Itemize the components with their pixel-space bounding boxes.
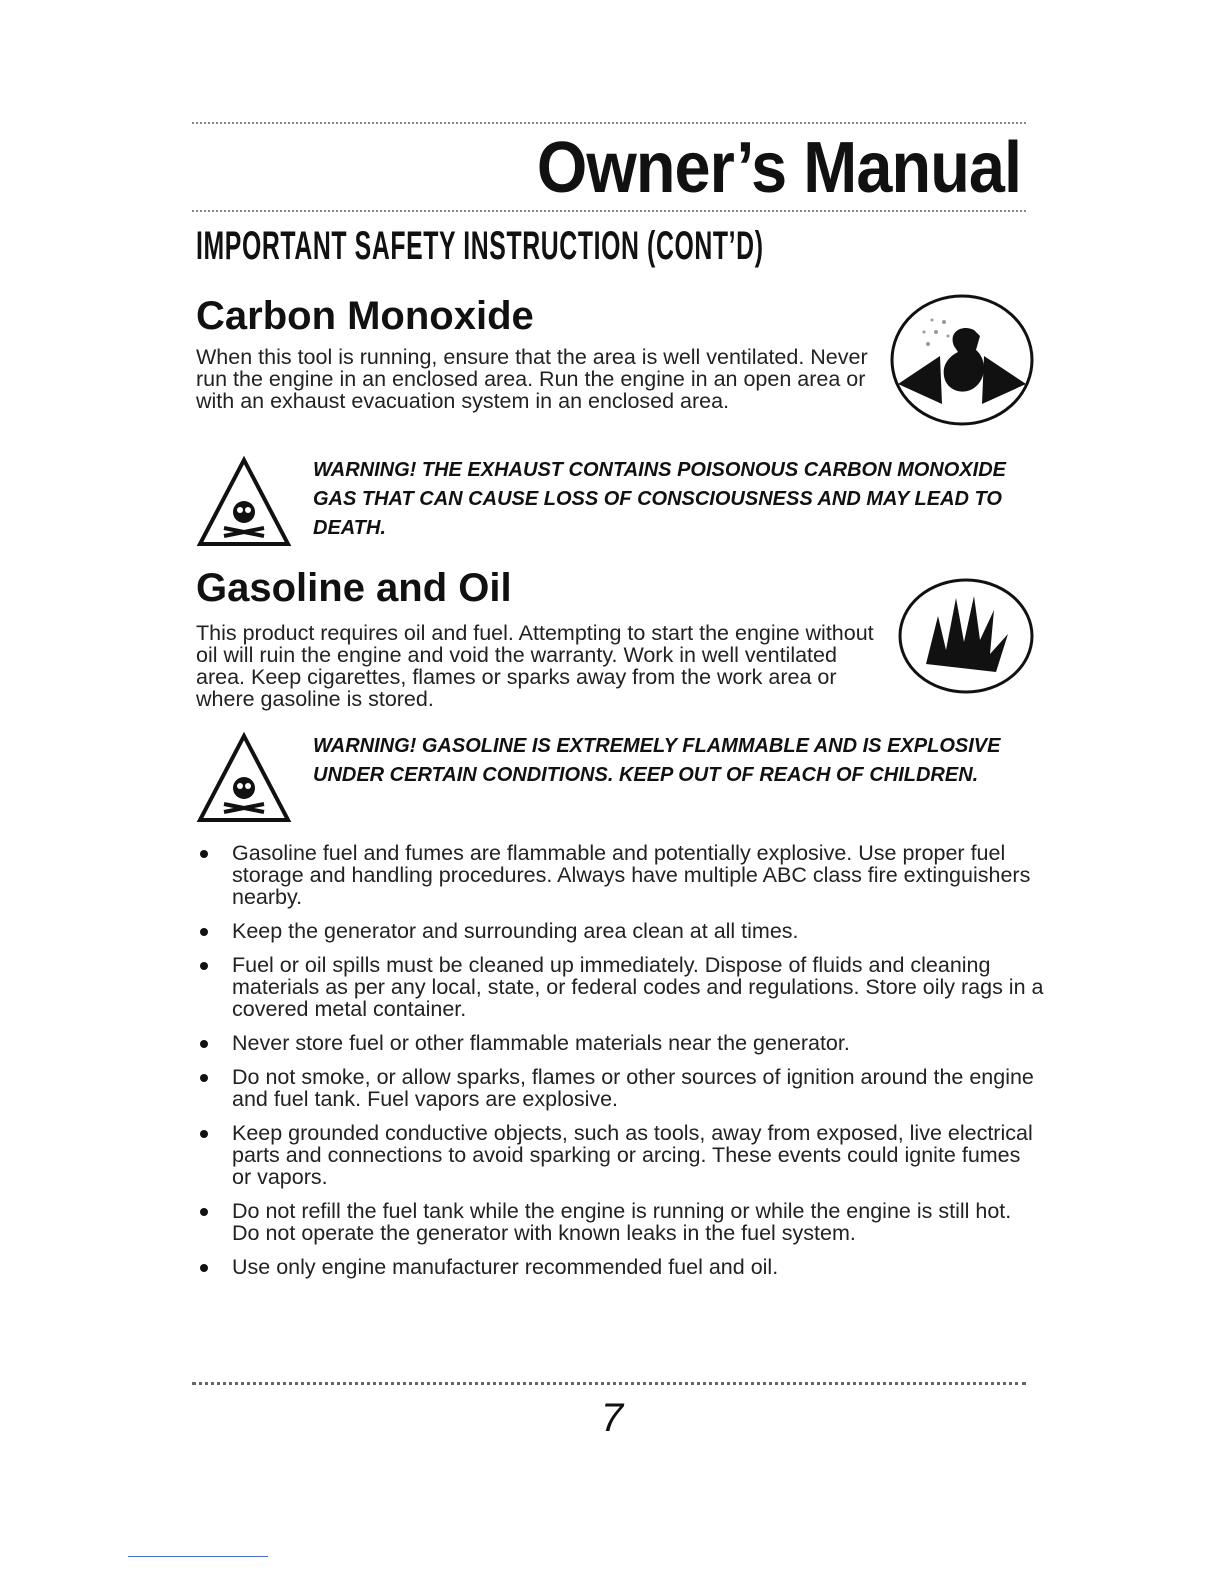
safety-bullet-list [194, 842, 1044, 1290]
list-item: Keep the generator and surrounding area clean at all times. [194, 920, 1044, 942]
list-item: Fuel or oil spills must be cleaned up immediately. Dispose of fluids and cleaning materials as per any local, state, or federal codes and regulations. Store oily rags in a covered metal container. [194, 954, 1044, 1020]
bullet-icon [200, 962, 208, 970]
gasoline-oil-heading: Gasoline and Oil [196, 566, 512, 610]
warning-triangle-icon [196, 732, 292, 824]
edge-mark [128, 1556, 268, 1557]
bullet-icon [200, 928, 208, 936]
bullet-icon [200, 1264, 208, 1272]
carbon-monoxide-text: When this tool is running, ensure that the area is well ventilated. Never run the engine in an enclosed area. Run the engine in an open area or with an exhaust evacuation system in an enclosed area. [196, 345, 868, 413]
gasoline-warning: WARNING! GASOLINE IS EXTREMELY FLAMMABLE AND IS EXPLOSIVE UNDER CERTAIN CONDITIONS. KEEP OUT OF REACH OF CHILDREN. [313, 735, 1001, 786]
carbon-monoxide-heading: Carbon Monoxide [196, 294, 534, 338]
list-item: Do not refill the fuel tank while the engine is running or while the engine is still hot. Do not operate the generator with known leaks in the fuel system. [194, 1200, 1044, 1244]
warning-triangle-icon [196, 456, 292, 548]
bullet-icon [200, 850, 208, 858]
title-rule [192, 210, 1026, 212]
list-item: Gasoline fuel and fumes are flammable and potentially explosive. Use proper fuel storage and handling procedures. Always have multiple ABC class fire extinguishers nearby. [194, 842, 1044, 908]
bullet-icon [200, 1130, 208, 1138]
bullet-icon [200, 1208, 208, 1216]
list-item: Do not smoke, or allow sparks, flames or other sources of ignition around the engine and fuel tank. Fuel vapors are explosive. [194, 1066, 1044, 1110]
bullet-icon [200, 1040, 208, 1048]
list-item: Use only engine manufacturer recommended fuel and oil. [194, 1256, 1044, 1278]
list-item: Keep grounded conductive objects, such as tools, away from exposed, live electrical parts and connections to avoid sparking or arcing. These events could ignite fumes or vapors. [194, 1122, 1044, 1188]
list-item: Never store fuel or other flammable materials near the generator. [194, 1032, 1044, 1054]
bullet-icon [200, 1074, 208, 1082]
bottom-rule [192, 1382, 1026, 1385]
section-title: IMPORTANT SAFETY INSTRUCTION (CONT’D) [196, 224, 764, 268]
page-number: 7 [600, 1396, 624, 1440]
gasoline-oil-text: This product requires oil and fuel. Attempting to start the engine without oil will ruin the engine and void the warranty. Work in well ventilated area. Keep cigarettes, flames or sparks away from the work area or where gasoline is stored. [196, 621, 874, 711]
explosion-icon [896, 576, 1036, 696]
carbon-monoxide-warning: WARNING! THE EXHAUST CONTAINS POISONOUS CARBON MONOXIDE GAS THAT CAN CAUSE LOSS OF CONSCIOUSNESS AND MAY LEAD TO DEATH. [313, 459, 1006, 539]
top-rule [192, 122, 1026, 124]
page-title: Owner’s Manual [536, 128, 1021, 208]
toxic-fumes-icon [888, 292, 1036, 428]
